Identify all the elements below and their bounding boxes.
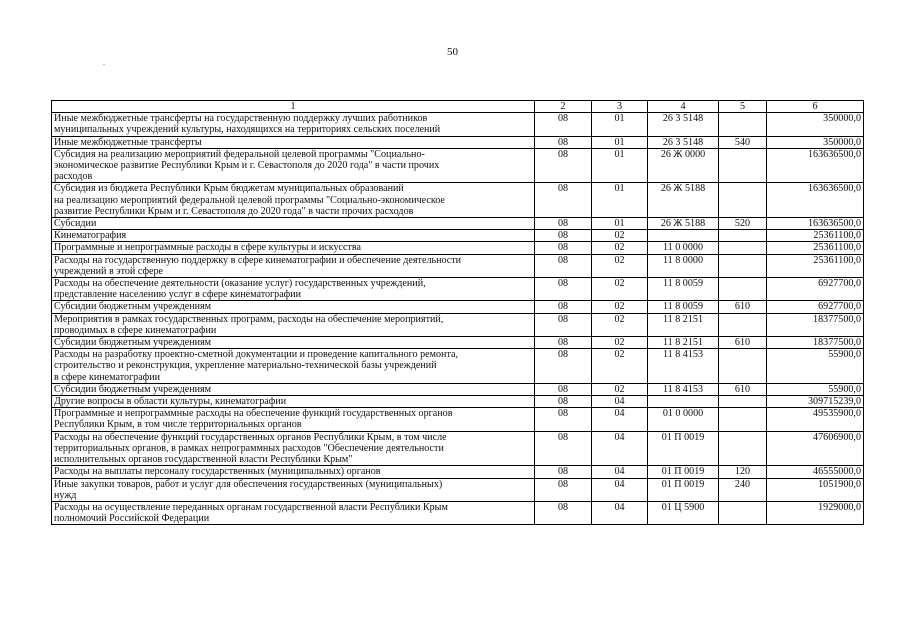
row-section-cell: 08 (535, 408, 592, 431)
row-subsection-cell: 01 (592, 113, 648, 136)
page-number: 50 (447, 46, 458, 58)
table-row (52, 313, 864, 336)
table-row (52, 230, 864, 242)
table-row (52, 337, 864, 349)
row-section-cell: 08 (535, 301, 592, 313)
row-section-cell: 08 (535, 218, 592, 230)
row-section-cell: 08 (535, 396, 592, 408)
scan-dot: . (103, 58, 105, 67)
row-amount-cell: 18377500,0 (767, 313, 864, 336)
row-section-cell: 08 (535, 466, 592, 478)
row-target-item-cell: 11 8 4153 (648, 349, 719, 384)
row-section-cell: 08 (535, 136, 592, 148)
row-name-line: Субсидии бюджетным учреждениям (54, 383, 212, 395)
row-subsection-cell: 04 (592, 466, 648, 478)
row-name-line: Расходы на осуществление переданных органам государственной власти Республики Крым (54, 501, 448, 513)
row-amount-cell: 6927700,0 (767, 278, 864, 301)
budget-table (51, 100, 864, 525)
row-section-cell: 08 (535, 113, 592, 136)
row-name-line: муниципальных учреждений культуры, находящихся на территориях сельских поселений (54, 124, 441, 136)
row-subsection-cell: 01 (592, 183, 648, 218)
row-section-cell: 08 (535, 313, 592, 336)
row-name-line: Расходы на государственную поддержку в сфере кинематографии и обеспечение деятельности (54, 254, 462, 266)
row-expense-type-cell (719, 501, 767, 524)
row-expense-type-cell (719, 278, 767, 301)
row-name-line: учреждений в этой сфере (54, 265, 163, 277)
col-header-2: 2 (535, 101, 592, 113)
row-section-cell: 08 (535, 383, 592, 395)
row-target-item-cell: 26 Ж 5188 (648, 183, 719, 218)
col-header-3: 3 (592, 101, 648, 113)
row-expense-type-cell (719, 148, 767, 183)
row-expense-type-cell (719, 349, 767, 384)
row-target-item-cell: 01 П 0019 (648, 466, 719, 478)
row-name-line: Субсидии (54, 218, 97, 230)
row-target-item-cell: 26 3 5148 (648, 113, 719, 136)
row-target-item-cell (648, 230, 719, 242)
row-name-cell (52, 383, 535, 395)
table-row (52, 183, 864, 218)
row-name-line: Расходы на обеспечение деятельности (оказание услуг) государственных учреждений, (54, 278, 426, 290)
row-subsection-cell: 01 (592, 218, 648, 230)
table-row (52, 349, 864, 384)
row-amount-cell: 163636500,0 (767, 148, 864, 183)
row-subsection-cell: 02 (592, 230, 648, 242)
row-amount-cell: 55900,0 (767, 383, 864, 395)
row-name-line: Республики Крым, в том числе территориальных органов (54, 419, 302, 431)
row-name-line: Программные и непрограммные расходы на обеспечение функций государственных органов (54, 408, 453, 420)
row-target-item-cell: 01 Ц 5900 (648, 501, 719, 524)
row-name-line: развитие Республики Крым и г. Севастополя до 2020 года" в части прочих расходов (54, 205, 414, 217)
table-row (52, 408, 864, 431)
row-name-line: полномочий Российской Федерации (54, 513, 210, 525)
row-expense-type-cell (719, 396, 767, 408)
row-name-cell (52, 113, 535, 136)
row-section-cell: 08 (535, 278, 592, 301)
row-target-item-cell: 11 0 0000 (648, 242, 719, 254)
col-header-1: 1 (52, 101, 535, 113)
row-name-line: Кинематография (54, 230, 127, 242)
row-name-cell (52, 501, 535, 524)
row-target-item-cell: 11 8 2151 (648, 337, 719, 349)
row-section-cell: 08 (535, 431, 592, 466)
row-target-item-cell: 01 0 0000 (648, 408, 719, 431)
row-name-line: Иные закупки товаров, работ и услуг для обеспечения государственных (муниципальных) (54, 478, 443, 490)
table-row (52, 466, 864, 478)
row-amount-cell: 163636500,0 (767, 183, 864, 218)
row-name-line: Программные и непрограммные расходы в сфере культуры и искусства (54, 242, 362, 254)
col-header-5: 5 (719, 101, 767, 113)
row-name-cell (52, 218, 535, 230)
row-expense-type-cell (719, 183, 767, 218)
row-subsection-cell: 02 (592, 313, 648, 336)
table-row (52, 501, 864, 524)
row-name-cell (52, 301, 535, 313)
col-header-4: 4 (648, 101, 719, 113)
row-expense-type-cell (719, 254, 767, 277)
col-header-6: 6 (767, 101, 864, 113)
row-subsection-cell: 04 (592, 396, 648, 408)
row-amount-cell: 350000,0 (767, 113, 864, 136)
row-name-cell (52, 136, 535, 148)
row-name-line: территориальных органов, в рамках непрограммных расходов "Обеспечение деятельности (54, 442, 444, 454)
row-subsection-cell: 04 (592, 501, 648, 524)
row-expense-type-cell: 610 (719, 383, 767, 395)
row-name-line: Другие вопросы в области культуры, кинематографии (54, 396, 287, 408)
header-row (52, 101, 864, 113)
row-name-cell (52, 242, 535, 254)
row-subsection-cell: 04 (592, 408, 648, 431)
row-section-cell: 08 (535, 148, 592, 183)
row-name-cell (52, 313, 535, 336)
row-target-item-cell (648, 396, 719, 408)
row-expense-type-cell (719, 408, 767, 431)
row-target-item-cell: 11 8 0059 (648, 301, 719, 313)
row-section-cell: 08 (535, 501, 592, 524)
row-name-line: Расходы на обеспечение функций государственных органов Республики Крым, в том числе (54, 431, 447, 443)
table-row (52, 218, 864, 230)
table-row (52, 396, 864, 408)
table-body (52, 113, 864, 525)
row-name-cell (52, 254, 535, 277)
row-name-line: Иные межбюджетные трансферты (54, 136, 202, 148)
row-name-cell (52, 478, 535, 501)
row-subsection-cell: 02 (592, 383, 648, 395)
row-subsection-cell: 01 (592, 136, 648, 148)
row-name-cell (52, 278, 535, 301)
row-subsection-cell: 02 (592, 278, 648, 301)
row-name-line: в сфере кинематографии (54, 371, 161, 383)
row-amount-cell: 25361100,0 (767, 254, 864, 277)
row-expense-type-cell (719, 230, 767, 242)
table-row (52, 148, 864, 183)
row-name-cell (52, 408, 535, 431)
row-expense-type-cell: 240 (719, 478, 767, 501)
row-target-item-cell: 26 Ж 5188 (648, 218, 719, 230)
row-section-cell: 08 (535, 242, 592, 254)
row-section-cell: 08 (535, 183, 592, 218)
row-subsection-cell: 04 (592, 478, 648, 501)
row-name-line: Расходы на разработку проектно-сметной документации и проведение капитального ремонта, (54, 349, 458, 361)
row-name-line: строительство и реконструкция, укрепление материально-технической базы учреждений (54, 360, 437, 372)
row-name-line: Мероприятия в рамках государственных программ, расходы на обеспечение мероприятий, (54, 313, 444, 325)
table-row (52, 278, 864, 301)
row-expense-type-cell: 610 (719, 337, 767, 349)
row-amount-cell: 25361100,0 (767, 242, 864, 254)
row-section-cell: 08 (535, 230, 592, 242)
row-name-line: расходов (54, 171, 93, 183)
row-amount-cell: 47606900,0 (767, 431, 864, 466)
row-amount-cell: 55900,0 (767, 349, 864, 384)
row-name-line: представление населению услуг в сфере кинематографии (54, 289, 302, 301)
row-name-line: нужд (54, 489, 77, 501)
row-subsection-cell: 02 (592, 301, 648, 313)
table-row (52, 383, 864, 395)
row-name-line: на реализацию мероприятий федеральной целевой программы "Социально-экономическое (54, 194, 445, 206)
row-amount-cell: 25361100,0 (767, 230, 864, 242)
row-name-line: Расходы на выплаты персоналу государственных (муниципальных) органов (54, 466, 381, 478)
row-subsection-cell: 02 (592, 242, 648, 254)
row-name-line: проводимых в сфере кинематографии (54, 324, 217, 336)
row-expense-type-cell (719, 313, 767, 336)
row-name-line: Субсидия на реализацию мероприятий федеральной целевой программы "Социально- (54, 148, 425, 160)
row-amount-cell: 1929000,0 (767, 501, 864, 524)
row-expense-type-cell (719, 113, 767, 136)
row-target-item-cell: 11 8 4153 (648, 383, 719, 395)
row-target-item-cell: 26 Ж 0000 (648, 148, 719, 183)
table-row (52, 242, 864, 254)
table-row (52, 254, 864, 277)
row-target-item-cell: 11 8 2151 (648, 313, 719, 336)
row-section-cell: 08 (535, 349, 592, 384)
row-expense-type-cell: 520 (719, 218, 767, 230)
row-expense-type-cell (719, 242, 767, 254)
row-section-cell: 08 (535, 254, 592, 277)
row-name-cell (52, 466, 535, 478)
row-subsection-cell: 02 (592, 254, 648, 277)
row-name-cell (52, 230, 535, 242)
row-amount-cell: 49535900,0 (767, 408, 864, 431)
row-subsection-cell: 04 (592, 431, 648, 466)
table-row (52, 113, 864, 136)
row-target-item-cell: 26 3 5148 (648, 136, 719, 148)
table-row (52, 478, 864, 501)
row-amount-cell: 18377500,0 (767, 337, 864, 349)
row-section-cell: 08 (535, 337, 592, 349)
row-subsection-cell: 02 (592, 349, 648, 384)
row-name-line: экономическое развитие Республики Крым и г. Севастополя до 2020 года" в части прочих (54, 160, 440, 172)
row-subsection-cell: 02 (592, 337, 648, 349)
row-target-item-cell: 11 8 0059 (648, 278, 719, 301)
row-name-line: Субсидии бюджетным учреждениям (54, 301, 212, 313)
row-expense-type-cell (719, 431, 767, 466)
row-section-cell: 08 (535, 478, 592, 501)
row-amount-cell: 163636500,0 (767, 218, 864, 230)
row-name-line: исполнительных органов государственной власти Республики Крым" (54, 454, 353, 466)
row-name-cell (52, 337, 535, 349)
row-target-item-cell: 01 П 0019 (648, 431, 719, 466)
row-amount-cell: 46555000,0 (767, 466, 864, 478)
row-name-cell (52, 431, 535, 466)
row-amount-cell: 309715239,0 (767, 396, 864, 408)
table-row (52, 301, 864, 313)
row-amount-cell: 6927700,0 (767, 301, 864, 313)
row-name-cell (52, 349, 535, 384)
row-amount-cell: 1051900,0 (767, 478, 864, 501)
table-row (52, 431, 864, 466)
table-row (52, 136, 864, 148)
row-name-cell (52, 148, 535, 183)
row-name-line: Иные межбюджетные трансферты на государственную поддержку лучших работников (54, 113, 428, 125)
row-target-item-cell: 01 П 0019 (648, 478, 719, 501)
row-expense-type-cell: 120 (719, 466, 767, 478)
row-name-line: Субсидии бюджетным учреждениям (54, 337, 212, 349)
row-name-line: Субсидия из бюджета Республики Крым бюджетам муниципальных образований (54, 183, 404, 195)
row-amount-cell: 350000,0 (767, 136, 864, 148)
row-name-cell (52, 396, 535, 408)
row-target-item-cell: 11 8 0000 (648, 254, 719, 277)
row-subsection-cell: 01 (592, 148, 648, 183)
row-expense-type-cell: 610 (719, 301, 767, 313)
row-expense-type-cell: 540 (719, 136, 767, 148)
row-name-cell (52, 183, 535, 218)
